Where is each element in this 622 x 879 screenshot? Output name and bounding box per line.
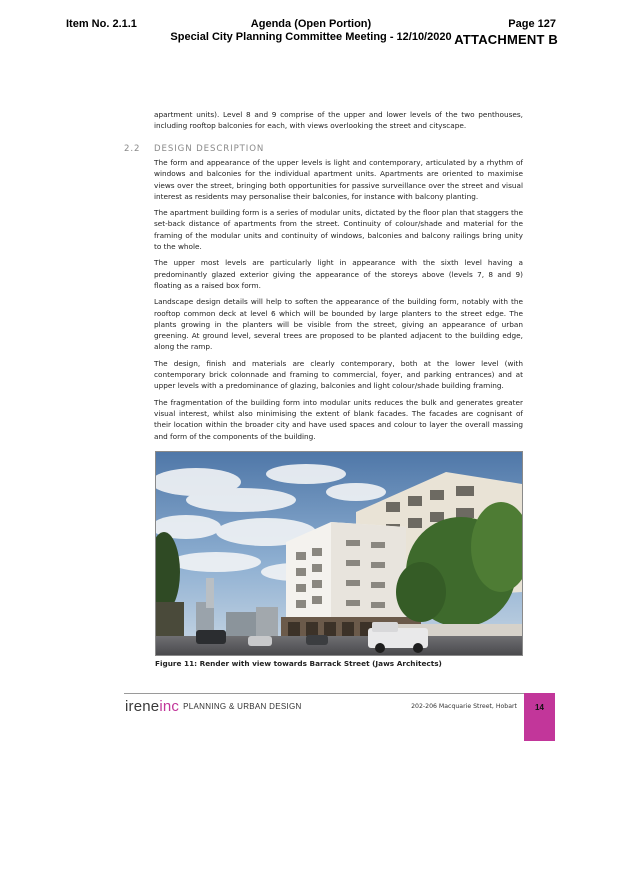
intro-paragraph: apartment units). Level 8 and 9 comprise of the upper and lower levels of the two penthouses, including rooftop balconies for each, with views overlooking the street and cityscape. xyxy=(154,110,523,131)
section-number: 2.2 xyxy=(124,144,141,154)
paragraph-4: Landscape design details will help to soften the appearance of the building form, notably with the rooftop common deck at level 6 which will be bounded by large planters to the street edge. The plants growing in the planters will be visible from the street, giving an appearance of urban greening. At ground level, several trees are proposed to be planted adjacent to the building edge, along the ramp. xyxy=(154,297,523,352)
render-image xyxy=(156,452,522,655)
brand-inc: inc xyxy=(159,698,180,715)
section-heading xyxy=(124,144,264,154)
footer-page-tab xyxy=(524,693,555,741)
paragraph-5: The design, finish and materials are clearly contemporary, both at the lower level (with contemporary brick colonnade and framing to commercial, foyer, and parking entrances) and at upper levels with a predominance of glazing, balconies and light colour/shade building framing. xyxy=(154,358,523,391)
item-number: Item No. 2.1.1 xyxy=(66,18,137,30)
paragraph-6: The fragmentation of the building form into modular units reduces the bulk and generates greater visual interest, whilst also minimising the extent of blank facades. The facades are cognisant of their location within the broader city and have used spaces and colour to layer the overall massing and form of the components of the building. xyxy=(154,397,523,441)
footer-page-number: 14 xyxy=(535,703,544,712)
figure-caption: Figure 11: Render with view towards Barrack Street (Jaws Architects) xyxy=(155,659,442,668)
agenda-title: Agenda (Open Portion) xyxy=(250,18,372,30)
section-body xyxy=(154,157,523,447)
paragraph-2: The apartment building form is a series of modular units, dictated by the floor plan that staggers the set-back distance of apartments from the street. Continuity of colour/shade and material for the framing of the modular units and continuity of windows, balconies and balcony railings bring unity to the whole. xyxy=(154,208,523,252)
footer-address: 202-206 Macquarie Street, Hobart xyxy=(411,703,517,710)
intro-text xyxy=(154,109,523,137)
section-title: DESIGN DESCRIPTION xyxy=(154,144,265,154)
brand-tagline: PLANNING & URBAN DESIGN xyxy=(183,702,302,711)
attachment-label: ATTACHMENT B xyxy=(454,32,558,47)
render-figure xyxy=(155,451,523,656)
paragraph-3: The upper most levels are particularly light in appearance with the sixth level having a predominantly glazed exterior giving the appearance of the storeys above (levels 7, 8 and 9) floating as a raised box form. xyxy=(154,258,523,290)
brand-irene: irene xyxy=(125,698,160,715)
meeting-title: Special City Planning Committee Meeting - 12/10/2020 xyxy=(170,31,452,43)
paragraph-1: The form and appearance of the upper levels is light and contemporary, articulated by a rhythm of windows and balconies for the individual apartment units. Apartments are oriented to maximise views over the street, bringing both opportunities for passive surveillance over the street and visual interest as residents may personalise their balconies, for instance with balcony planting. xyxy=(154,158,523,201)
page-label: Page 127 xyxy=(508,18,556,30)
footer-divider xyxy=(124,693,524,694)
footer-logo xyxy=(125,698,302,716)
